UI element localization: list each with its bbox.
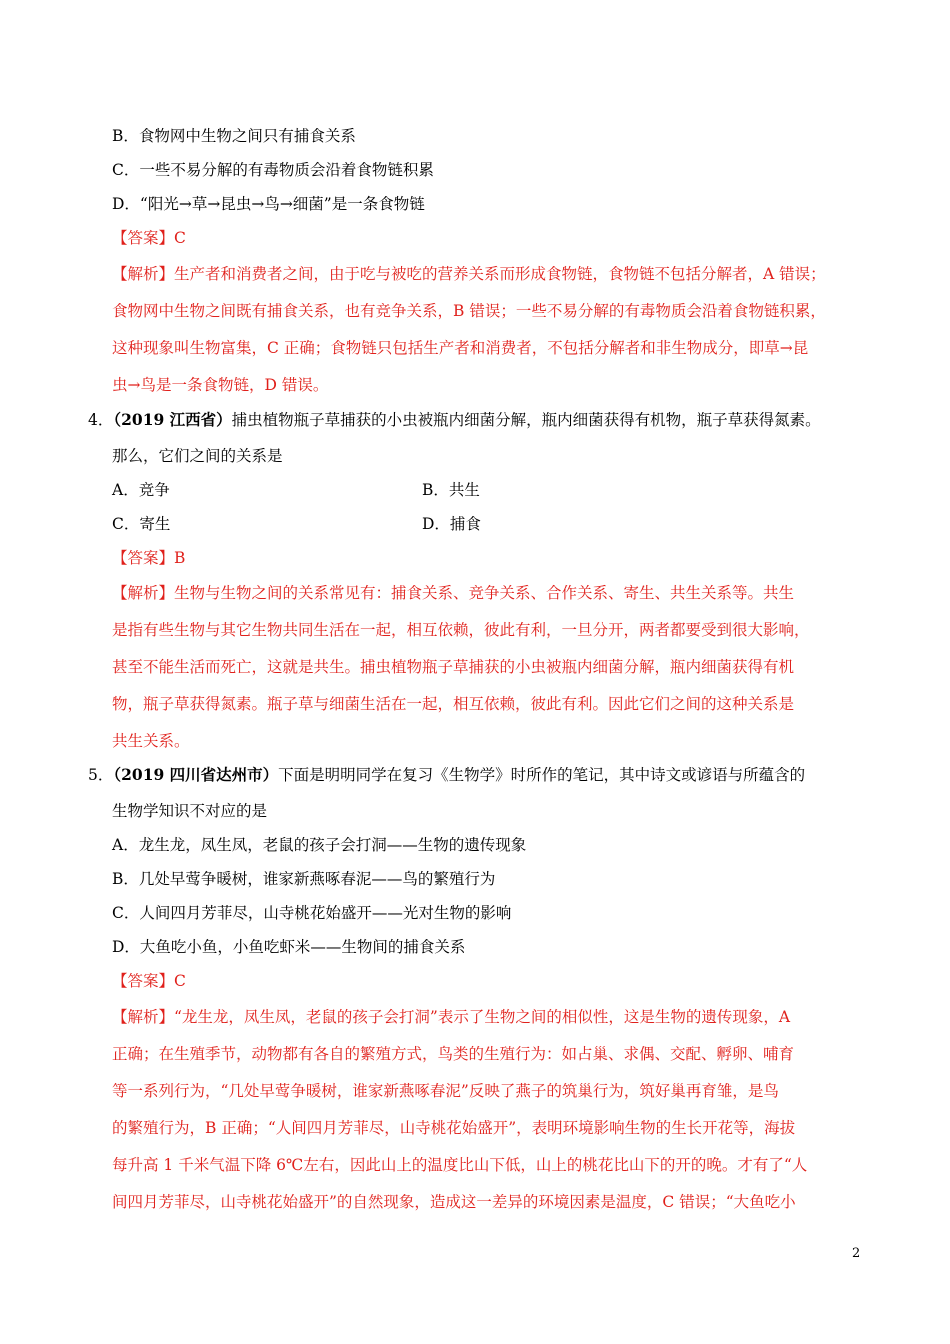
- q5-stem-continued: 生物学知识不对应的是: [112, 802, 268, 820]
- q4-stem-text: 捕虫植物瓶子草捕获的小虫被瓶内细菌分解，瓶内细菌获得有机物，瓶子草获得氮素。: [231, 411, 821, 429]
- q5-option-c: C．人间四月芳菲尽，山寺桃花始盛开——光对生物的影响: [112, 904, 512, 922]
- q4-source: （2019 江西省）: [113, 410, 232, 429]
- q3-analysis-line: 虫→鸟是一条食物链，D 错误。: [112, 376, 329, 394]
- q4-stem: [88, 409, 821, 431]
- q3-analysis-line: 食物网中生物之间既有捕食关系，也有竞争关系，B 错误；一些不易分解的有毒物质会沿着食物链积累，: [112, 302, 826, 320]
- q5-source: （2019 四川省达州市）: [113, 765, 279, 784]
- q3-option-c: C．一些不易分解的有毒物质会沿着食物链积累: [112, 161, 434, 179]
- q4-analysis-line: 【解析】生物与生物之间的关系常见有：捕食关系、竞争关系、合作关系、寄生、共生关系等。共生: [112, 584, 795, 602]
- q5-answer: 【答案】C: [112, 972, 186, 990]
- q5-analysis-line: 每升高 1 千米气温下降 6℃左右，因此山上的温度比山下低，山上的桃花比山下的开的晚。才有了“人: [112, 1156, 808, 1174]
- q4-option-d: D．捕食: [422, 515, 481, 533]
- q4-stem-continued: 那么，它们之间的关系是: [112, 447, 283, 465]
- q4-number: 4．: [88, 411, 114, 429]
- q3-answer: 【答案】C: [112, 229, 186, 247]
- q4-option-c: C．寄生: [112, 515, 171, 533]
- q5-option-b: B．几处早莺争暖树，谁家新燕啄春泥——鸟的繁殖行为: [112, 870, 496, 888]
- q4-answer: 【答案】B: [112, 549, 186, 567]
- q5-analysis-line: 的繁殖行为，B 正确；“人间四月芳菲尽，山寺桃花始盛开”，表明环境影响生物的生长开花等，海拔: [112, 1119, 796, 1137]
- q5-analysis-line: 间四月芳菲尽，山寺桃花始盛开”的自然现象，造成这一差异的环境因素是温度，C 错误；“大鱼吃小: [112, 1193, 796, 1211]
- q4-analysis-line: 物，瓶子草获得氮素。瓶子草与细菌生活在一起，相互依赖，彼此有利。因此它们之间的这种关系是: [112, 695, 795, 713]
- q3-option-b: B．食物网中生物之间只有捕食关系: [112, 127, 356, 145]
- q5-option-d: D．大鱼吃小鱼，小鱼吃虾米——生物间的捕食关系: [112, 938, 466, 956]
- q3-option-d: D．“阳光→草→昆虫→鸟→细菌”是一条食物链: [112, 195, 425, 213]
- q5-number: 5．: [88, 766, 114, 784]
- q4-analysis-line: 共生关系。: [112, 732, 190, 750]
- q3-analysis-line: 这种现象叫生物富集，C 正确；食物链只包括生产者和消费者，不包括分解者和非生物成分，即草→昆: [112, 339, 809, 357]
- q4-analysis-line: 是指有些生物与其它生物共同生活在一起，相互依赖，彼此有利，一旦分开，两者都要受到很大影响，: [112, 621, 810, 639]
- q5-analysis-line: 正确；在生殖季节，动物都有各自的繁殖方式，鸟类的生殖行为：如占巢、求偶、交配、孵卵、哺育: [112, 1045, 795, 1063]
- q5-stem: [88, 764, 805, 786]
- q5-analysis-line: 等一系列行为，“几处早莺争暖树，谁家新燕啄春泥”反映了燕子的筑巢行为，筑好巢再育雏，是鸟: [112, 1082, 779, 1100]
- q4-option-a: A．竞争: [112, 481, 170, 499]
- q5-stem-text: 下面是明明同学在复习《生物学》时所作的笔记，其中诗文或谚语与所蕴含的: [278, 766, 806, 784]
- q3-analysis-line: 【解析】生产者和消费者之间，由于吃与被吃的营养关系而形成食物链，食物链不包括分解者，A 错误；: [112, 265, 826, 283]
- page-number: 2: [852, 1246, 861, 1261]
- q4-option-b: B．共生: [422, 481, 480, 499]
- q4-analysis-line: 甚至不能生活而死亡，这就是共生。捕虫植物瓶子草捕获的小虫被瓶内细菌分解，瓶内细菌获得有机: [112, 658, 795, 676]
- q5-analysis-line: 【解析】“龙生龙，凤生凤，老鼠的孩子会打洞”表示了生物之间的相似性，这是生物的遗传现象，A: [112, 1008, 791, 1026]
- q5-option-a: A．龙生龙，凤生凤，老鼠的孩子会打洞——生物的遗传现象: [112, 836, 527, 854]
